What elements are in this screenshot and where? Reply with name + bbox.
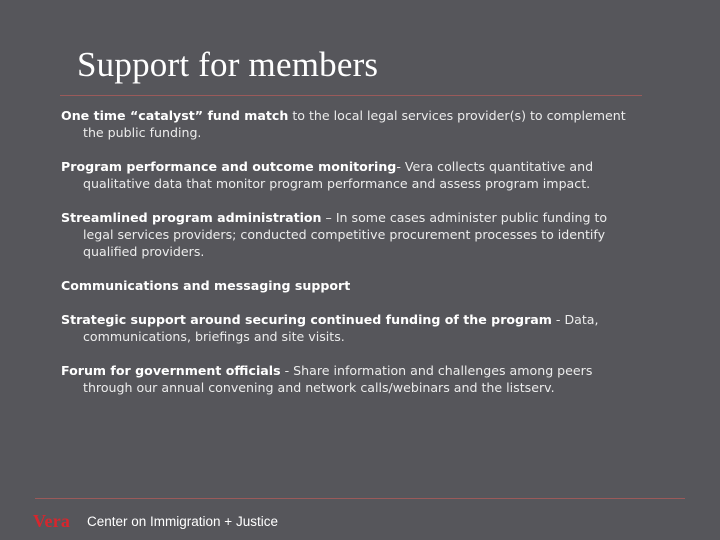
- bullet-text: – In some cases administer public funding to legal services providers; conducted competitive procurement processes to identify qualified providers.: [83, 210, 608, 259]
- bullet-communications: [61, 277, 636, 294]
- bullet-text: to the local legal services provider(s) to complement the public funding.: [83, 108, 626, 140]
- bullet-lead: Program performance and outcome monitoring: [61, 159, 397, 174]
- slide-title: Support for members: [77, 45, 379, 84]
- bullet-list: [61, 107, 636, 413]
- bullet-performance-monitoring: [61, 158, 636, 192]
- bullet-text: - Share information and challenges among peers through our annual convening and network calls/webinars and the listserv.: [83, 363, 593, 395]
- bullet-lead: Forum for government officials: [61, 363, 281, 378]
- bullet-government-forum: [61, 362, 636, 396]
- vera-logo: Vera: [33, 511, 71, 531]
- bullet-lead: Communications and messaging support: [61, 278, 351, 293]
- footer-divider: [35, 498, 685, 499]
- bullet-lead: Streamlined program administration: [61, 210, 322, 225]
- bullet-text: - Data, communications, briefings and site visits.: [83, 312, 599, 344]
- title-divider: [60, 95, 642, 96]
- footer-tagline: Center on Immigration + Justice: [87, 514, 278, 529]
- bullet-strategic-support: [61, 311, 636, 345]
- bullet-lead: One time “catalyst” fund match: [61, 108, 289, 123]
- bullet-program-administration: [61, 209, 636, 260]
- bullet-text: - Vera collects quantitative and qualitative data that monitor program performance and assess program impact.: [83, 159, 594, 191]
- bullet-lead: Strategic support around securing continued funding of the program: [61, 312, 552, 327]
- bullet-catalyst-fund: [61, 107, 636, 141]
